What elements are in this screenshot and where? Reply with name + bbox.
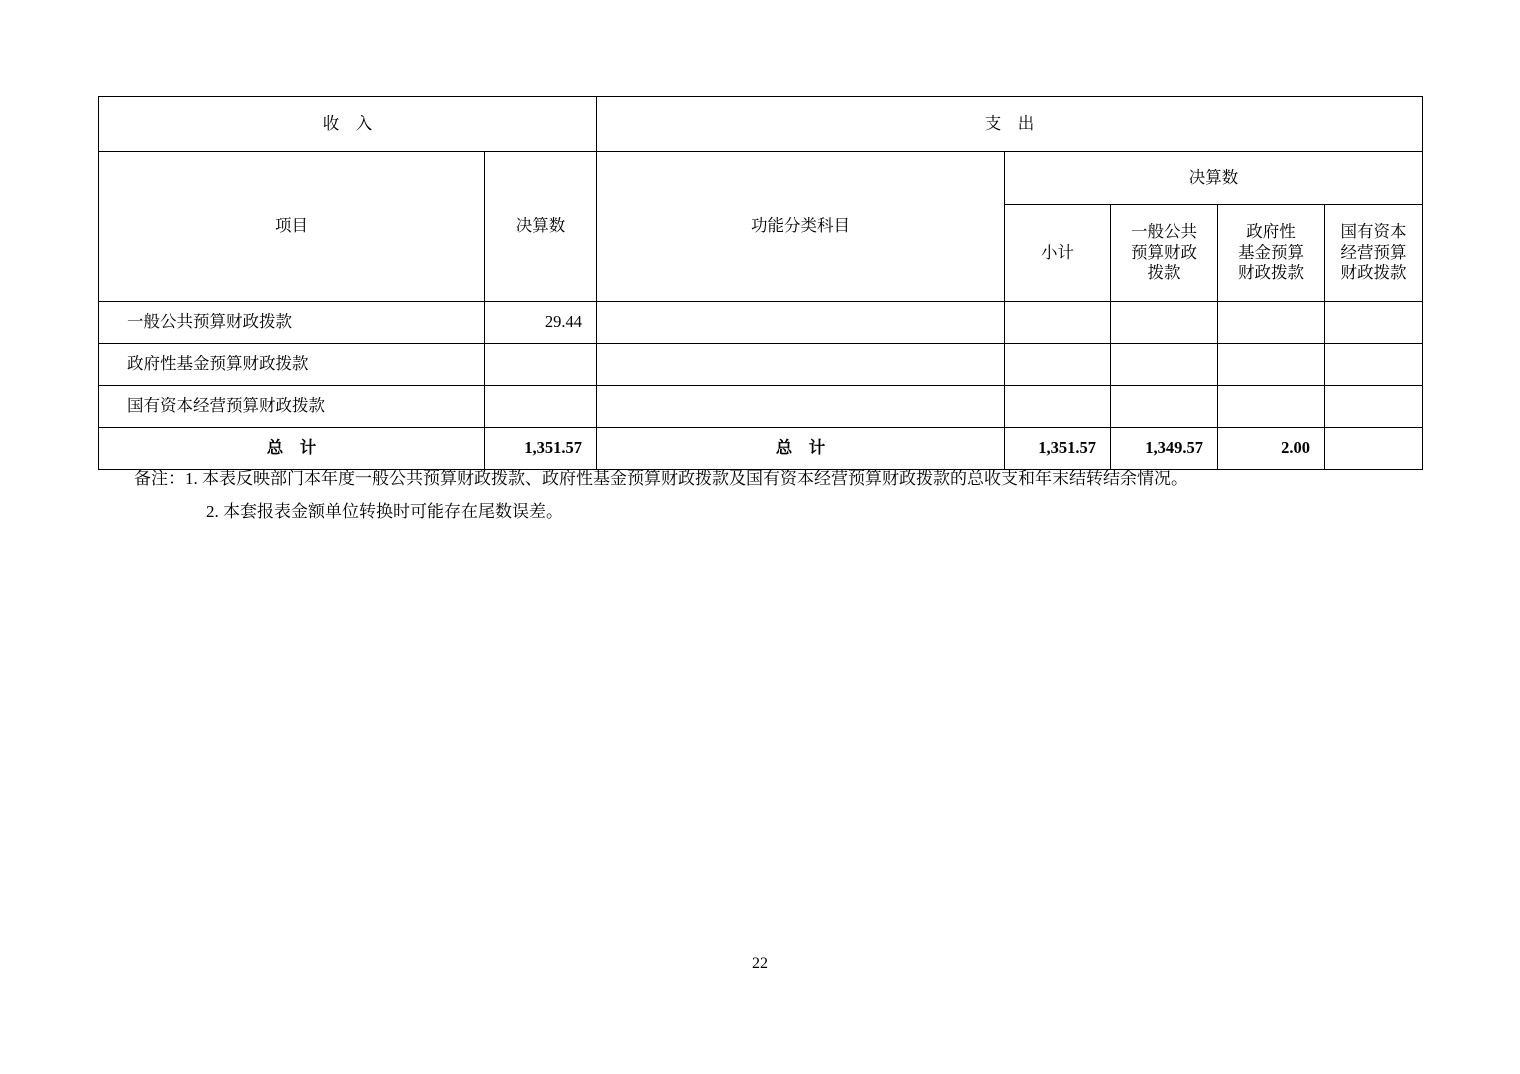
row-2-state-capital-budget — [1325, 386, 1423, 428]
row-2-income-item: 国有资本经营预算财政拨款 — [99, 386, 485, 428]
total-income-value: 1,351.57 — [485, 428, 597, 470]
row-2-subtotal — [1005, 386, 1111, 428]
row-1-general-public-budget — [1111, 344, 1218, 386]
header-income-value: 决算数 — [485, 152, 597, 302]
header-subtotal: 小计 — [1005, 205, 1111, 302]
header-general-public-budget-line3: 拨款 — [1147, 263, 1181, 283]
row-0-subtotal — [1005, 302, 1111, 344]
header-government-fund-budget-line2: 基金预算 — [1238, 242, 1304, 262]
page-number: 22 — [752, 955, 768, 972]
row-2-general-public-budget — [1111, 386, 1218, 428]
row-1-government-fund-budget — [1218, 344, 1325, 386]
header-state-capital-budget — [1325, 205, 1423, 302]
table-row — [99, 344, 1423, 386]
row-2-government-fund-budget — [1218, 386, 1325, 428]
budget-allocation-table — [98, 96, 1423, 470]
row-1-subtotal — [1005, 344, 1111, 386]
table-group-header-row — [99, 97, 1423, 152]
header-general-public-budget-line1: 一般公共 — [1131, 222, 1197, 242]
header-government-fund-budget — [1218, 205, 1325, 302]
row-1-income-value — [485, 344, 597, 386]
header-state-capital-budget-line1: 国有资本 — [1340, 222, 1407, 242]
note-line-1: 备注：1. 本表反映部门本年度一般公共预算财政拨款、政府性基金预算财政拨款及国有资本经营预算财政拨款的总收支和年末结转结余情况。 — [134, 469, 1188, 488]
row-2-income-value — [485, 386, 597, 428]
table-row — [99, 386, 1423, 428]
total-government-fund-budget: 2.00 — [1218, 428, 1325, 470]
header-government-fund-budget-line3: 财政拨款 — [1238, 263, 1304, 283]
header-government-fund-budget-line1: 政府性 — [1246, 222, 1296, 242]
row-0-general-public-budget — [1111, 302, 1218, 344]
financial-table-container — [98, 96, 1422, 470]
row-0-income-item: 一般公共预算财政拨款 — [99, 302, 485, 344]
total-function-category: 总 计 — [597, 428, 1005, 470]
table-subheader-row — [99, 152, 1423, 205]
row-0-function-category — [597, 302, 1005, 344]
row-2-function-category — [597, 386, 1005, 428]
header-state-capital-budget-line2: 经营预算 — [1340, 242, 1407, 262]
header-general-public-budget-line2: 预算财政 — [1131, 242, 1197, 262]
total-subtotal: 1,351.57 — [1005, 428, 1111, 470]
row-1-income-item: 政府性基金预算财政拨款 — [99, 344, 485, 386]
table-row — [99, 302, 1423, 344]
header-expenditure-group: 支 出 — [597, 97, 1423, 152]
header-function-category: 功能分类科目 — [597, 152, 1005, 302]
header-income-group: 收 入 — [99, 97, 597, 152]
header-final-account-number: 决算数 — [1005, 152, 1423, 205]
note-line-2: 2. 本套报表金额单位转换时可能存在尾数误差。 — [206, 502, 563, 522]
total-income-item: 总 计 — [99, 428, 485, 470]
header-income-item: 项目 — [99, 152, 485, 302]
total-general-public-budget: 1,349.57 — [1111, 428, 1218, 470]
row-0-income-value: 29.44 — [485, 302, 597, 344]
table-notes — [98, 462, 1428, 528]
header-state-capital-budget-line3: 财政拨款 — [1340, 263, 1407, 283]
header-general-public-budget — [1111, 205, 1218, 302]
row-1-state-capital-budget — [1325, 344, 1423, 386]
row-0-government-fund-budget — [1218, 302, 1325, 344]
row-0-state-capital-budget — [1325, 302, 1423, 344]
row-1-function-category — [597, 344, 1005, 386]
